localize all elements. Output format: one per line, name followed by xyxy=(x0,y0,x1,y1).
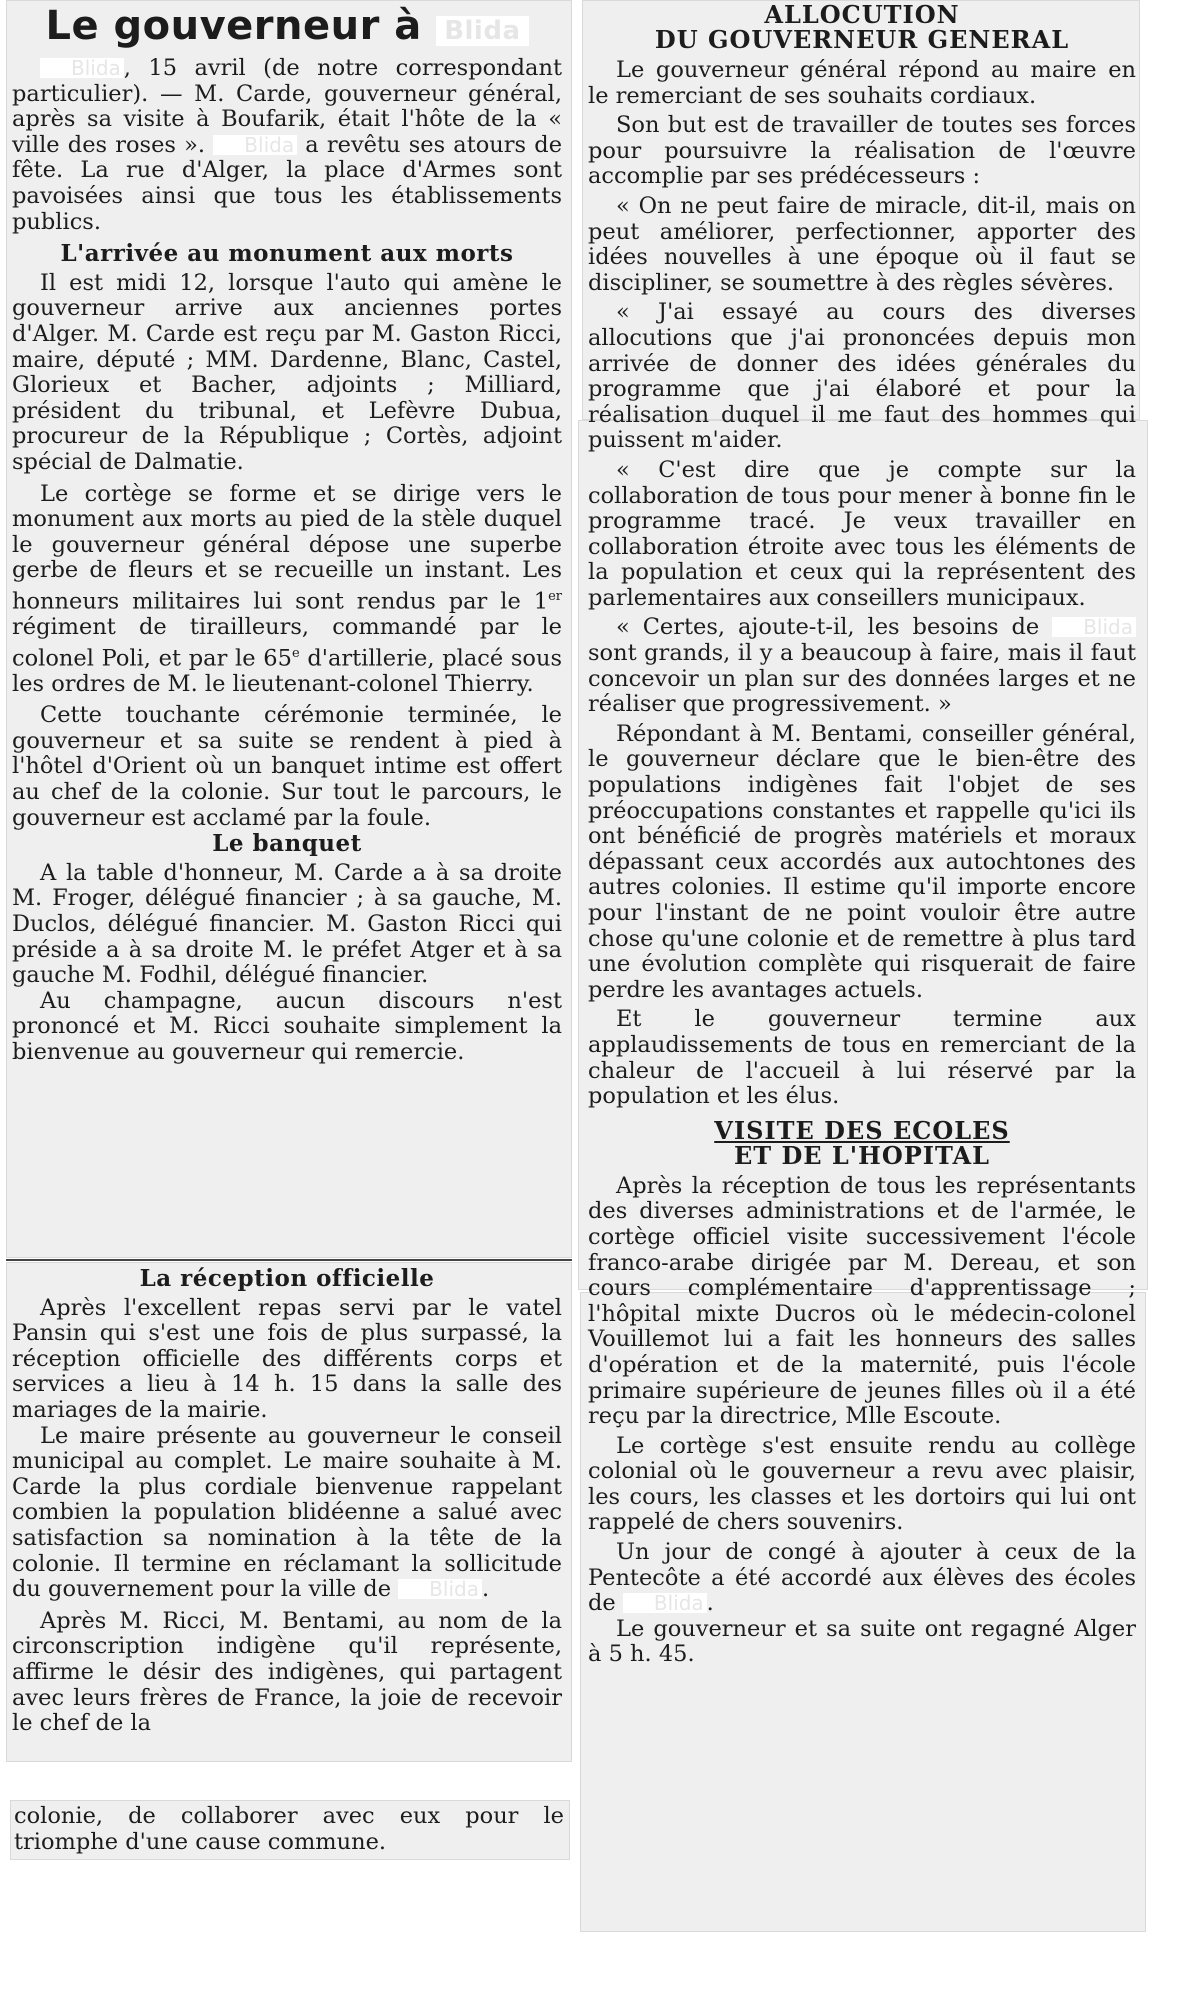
heading-allocution: ALLOCUTION DU GOUVERNEUR GENERAL xyxy=(654,0,1070,54)
paragraph-champagne: Au champagne, aucun discours n'est prononcé et M. Ricci souhaite simplement la bienvenue au gouverneur qui remercie. xyxy=(12,987,562,1065)
paragraph-college: Le cortège s'est ensuite rendu au collège colonial où le gouverneur a revu avec plaisir, les cours, les classes et les dortoirs qui lui ont rappelé de chers souvenirs. xyxy=(588,1432,1136,1536)
heading-visite: VISITE DES ECOLES ET DE L'HOPITAL xyxy=(714,1115,1010,1170)
paragraph-maire: Le maire présente au gouverneur le conseil municipal au complet. Le maire souhaite à M. Carde la plus cordiale bienvenue rappelant combien la population blidéenne a salué avec satisfaction sa nomination à la tête de la colonie. Il termine en réclamant la sollicitude du gouvernement pour la ville de Blida . xyxy=(12,1422,562,1603)
article-title xyxy=(12,4,562,48)
redacted-place-name: Blida xyxy=(1052,617,1136,637)
subheading-monument: L'arrivée au monument aux morts xyxy=(60,240,514,268)
divider-line xyxy=(6,1259,572,1261)
paragraph-intro: Blida , 15 avril (de notre correspondant particulier). — M. Carde, gouverneur général, après sa visite à Boufarik, était l'hôte de la « ville des roses ». Blida a revêtu ses atours de fête. La rue d'Alger, la place d'Armes sont pavoisées ainsi que tous les établissements publics. xyxy=(12,55,563,235)
subheading-banquet: Le banquet xyxy=(212,830,362,858)
paragraph-miracle: « On ne peut faire de miracle, dit-il, mais on peut améliorer, perfectionner, apporter des idées nouvelles à une époque où il faut se discipliner, se soumettre à des règles sévères. xyxy=(588,192,1136,296)
left-article-column-continued xyxy=(12,1266,562,1737)
left-article-column xyxy=(12,4,562,1066)
subheading-reception: La réception officielle xyxy=(139,1265,435,1292)
redacted-place-name: Blida xyxy=(623,1593,707,1613)
redacted-place-name: Blida xyxy=(436,16,528,46)
paragraph-allocutions: « J'ai essayé au cours des diverses allocutions que j'ai prononcées depuis mon arrivée de donner des idées générales du programme que j'ai élaboré et pour la réalisation duquel il me faut des hommes qui puissent m'aider. xyxy=(588,299,1136,454)
paragraph-cortege: Le cortège se forme et se dirige vers le monument aux morts au pied de la stèle duquel le gouverneur général dépose une superbe gerbe de fleurs et se recueille un instant. Les honneurs militaires lui sont rendus par le 1er régiment de tirailleurs, commandé par le colonel Poli, et par le 65e d'artillerie, placé sous les ordres de M. le lieutenant-colonel Thierry. xyxy=(12,480,563,697)
redacted-place-name: Blida xyxy=(40,58,124,78)
paragraph-response: Le gouverneur général répond au maire en le remerciant de ses souhaits cordiaux. xyxy=(588,57,1136,109)
paragraph-visite: Après la réception de tous les représentants des diverses administrations et de l'armée, le cortège officiel visite successivement l'école franco-arabe dirigée par M. Dereau, et son cours complémentaire d'apprentissage ; l'hôpital mixte Ducros où le médecin-colonel Vouillemot lui a fait les honneurs des salles d'opération et de la maternité, puis l'école primaire supérieure de jeunes filles où il a été reçu par la directrice, Mlle Escoute. xyxy=(588,1172,1136,1430)
paragraph-besoins: « Certes, ajoute-t-il, les besoins de Blida sont grands, il y a beaucoup à faire, mais il faut concevoir un plan sur des données larges et ne réaliser que progressivement. » xyxy=(588,614,1136,718)
paragraph-arrival: Il est midi 12, lorsque l'auto qui amène le gouverneur arrive aux anciennes portes d'Alger. M. Carde est reçu par M. Gaston Ricci, maire, député ; MM. Dardenne, Blanc, Castel, Glorieux et Bacher, adjoints ; Milliard, président du tribunal, et Lefèvre Dubua, procureur de la République ; Cortès, adjoint spécial de Dalmatie. xyxy=(12,269,562,475)
paragraph-applause: Et le gouverneur termine aux applaudissements de tous en remerciant de la chaleur de l'accueil à lui réservé par la population et les élus. xyxy=(588,1006,1136,1110)
left-article-tail xyxy=(14,1804,564,1855)
redacted-place-name: Blida xyxy=(398,1579,482,1599)
redacted-place-name: Blida xyxy=(213,135,297,155)
title-main: Le gouverneur à xyxy=(45,3,422,49)
paragraph-bentami-continued: colonie, de collaborer avec eux pour le triomphe d'une cause commune. xyxy=(14,1803,564,1855)
paragraph-indigenes: Répondant à M. Bentami, conseiller général, le gouverneur déclare que le bien-être des populations indigènes fait l'objet de ses préoccupations constantes et rappelle qu'ici ils ont bénéficié de progrès matériels et moraux dépassant ceux accordés aux autochtones des autres colonies. Il estime qu'il importe encore pour l'instant de ne point vouloir être autre chose qu'une colonie et de remettre à plus tard une évolution complète qui risquerait de faire perdre les avantages actuels. xyxy=(588,720,1136,1003)
paragraph-repas: Après l'excellent repas servi par le vatel Pansin qui s'est une fois de plus surpassé, la réception officielle des différents corps et services a lieu à 14 h. 15 dans la salle des mariages de la mairie. xyxy=(12,1294,562,1423)
right-article-column xyxy=(588,2,1136,1668)
paragraph-table: A la table d'honneur, M. Carde a à sa droite M. Froger, délégué financier ; à sa gauche, M. Duclos, délégué financier. M. Gaston Ricci qui préside a à sa droite M. le préfet Atger et à sa gauche M. Fodhil, délégué financier. xyxy=(12,859,562,989)
paragraph-retour: Le gouverneur et sa suite ont regagné Alger à 5 h. 45. xyxy=(588,1615,1136,1668)
paragraph-conge: Un jour de congé à ajouter à ceux de la Pentecôte a été accordé aux élèves des écoles de Blida . xyxy=(588,1539,1136,1617)
paragraph-but: Son but est de travailler de toutes ses forces pour poursuivre la réalisation de l'œuvre accomplie par ses prédécesseurs : xyxy=(588,112,1136,190)
paragraph-collaboration: « C'est dire que je compte sur la collaboration de tous pour mener à bonne fin le programme tracé. Je veux travailler en collaboration étroite avec tous les éléments de la population et ceux qui la représentent des parlementaires aux conseillers municipaux. xyxy=(588,456,1136,611)
paragraph-bentami: Après M. Ricci, M. Bentami, au nom de la circonscription indigène qu'il représente, affirme le désir des indigènes, qui partagent avec leurs frères de France, la joie de recevoir le chef de la xyxy=(12,1607,562,1737)
paragraph-ceremony-end: Cette touchante cérémonie terminée, le gouverneur et sa suite se rendent à pied à l'hôtel d'Orient où un banquet intime est offert au chef de la colonie. Sur tout le parcours, le gouverneur est acclamé par la foule. xyxy=(12,702,562,831)
